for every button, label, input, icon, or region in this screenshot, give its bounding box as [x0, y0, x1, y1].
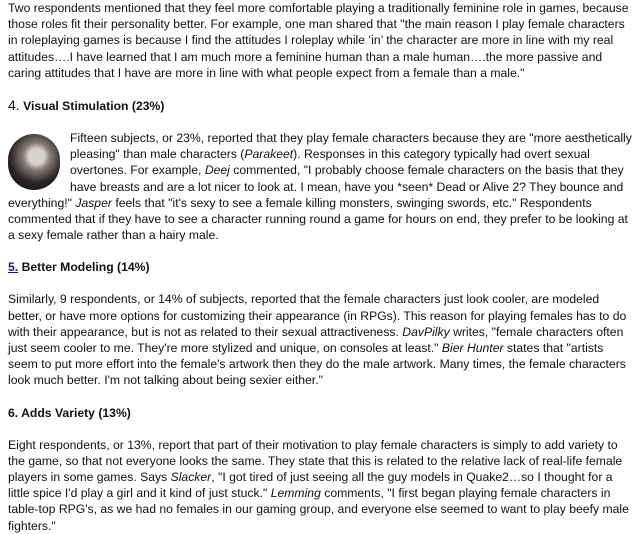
section-body-visual-stimulation	[8, 130, 632, 243]
respondent-name: Parakeet	[244, 147, 294, 162]
section-heading-visual-stimulation	[8, 97, 632, 114]
respondent-name: Jasper	[75, 195, 112, 210]
section-title: Better Modeling (14%)	[21, 260, 150, 275]
paragraph-text: commented, "I probably choose female characters on the basis that they have breasts and are a lot nicer to look at. I mean, have you *seen* Dead or Alive 2? They bounce and everything!"	[8, 163, 624, 210]
paragraph-text: Similarly, 9 respondents, or 14% of subjects, reported that the female characters just look cooler, are modeled better, or have more options for customizing their appearance (in RPGs). This reason for playing females has to do with their appearance, but is not as related to their sexual attractiveness.	[8, 292, 627, 339]
paragraph-text: Fifteen subjects, or 23%, reported that they play female characters because they are "more aesthetically pleasing" than male characters (	[70, 131, 632, 162]
section-heading-adds-variety	[8, 405, 632, 421]
respondent-name: Lemming	[270, 486, 321, 501]
paragraph-text: feels that "it's sexy to see a female killing monsters, swinging swords, etc." Respondents commented that if they have to see a character running round a game for hours on end, they prefer to be looking at a sexy female rather than a hairy male.	[8, 195, 628, 243]
paragraph-text: , "I got tired of just seeing all the guy models in Quake2…so I thought for a little spice I'd play a girl and it kind of just stuck."	[8, 470, 613, 501]
respondent-name: DavPilky	[402, 324, 450, 339]
section-paragraph	[8, 130, 632, 243]
section-number-link[interactable]: 5.	[8, 260, 19, 275]
section-paragraph	[8, 437, 632, 534]
paragraph-text: states that "artists seem to put more effort into the female's artwork then they do the male artwork. Many times, the female characters look much better. I'm not talking about being sexier either."	[8, 341, 626, 388]
section-number: 6.	[8, 405, 19, 420]
paragraph-text: writes, "female characters often just seem cooler to me. They're more stylized and unique, on consoles at least."	[8, 324, 624, 356]
section-title: Visual Stimulation (23%)	[23, 99, 165, 114]
section-number: 4.	[8, 97, 20, 114]
section-paragraph	[8, 291, 632, 388]
intro-text: Two respondents mentioned that they feel more comfortable playing a traditionally feminine role in games, because those roles fit their personality better. For example, one man shared that "the main reason I play female characters in roleplaying games is because I find the attitudes I roleplay while ‘in’ the character are more in line with my real attitudes….I have learned that I am much more a feminine human than a male human….the more passive and caring attitudes that I have are more in line with what people expect from a female than a male."	[8, 1, 629, 80]
paragraph-text: comments, "I first began playing female characters in table-top RPG's, as we had no females in our gaming group, and everyone else seemed to want to play beefy male fighters."	[8, 486, 629, 533]
avatar-image	[8, 134, 60, 190]
section-heading-better-modeling	[8, 259, 632, 275]
section-title: Adds Variety (13%)	[21, 405, 131, 420]
respondent-name: Deej	[204, 163, 230, 178]
respondent-name: Slacker	[170, 470, 212, 485]
paragraph-text: ). Responses in this category typically had overt sexual overtones. For example,	[70, 147, 590, 178]
intro-paragraph	[8, 0, 632, 81]
respondent-name: Bier Hunter	[441, 341, 504, 356]
paragraph-text: Eight respondents, or 13%, report that part of their motivation to play female characters is simply to add variety to the game, so that not everyone looks the same. They state that this is related to the relative lack of real-life female players in some games. Says	[8, 437, 623, 485]
